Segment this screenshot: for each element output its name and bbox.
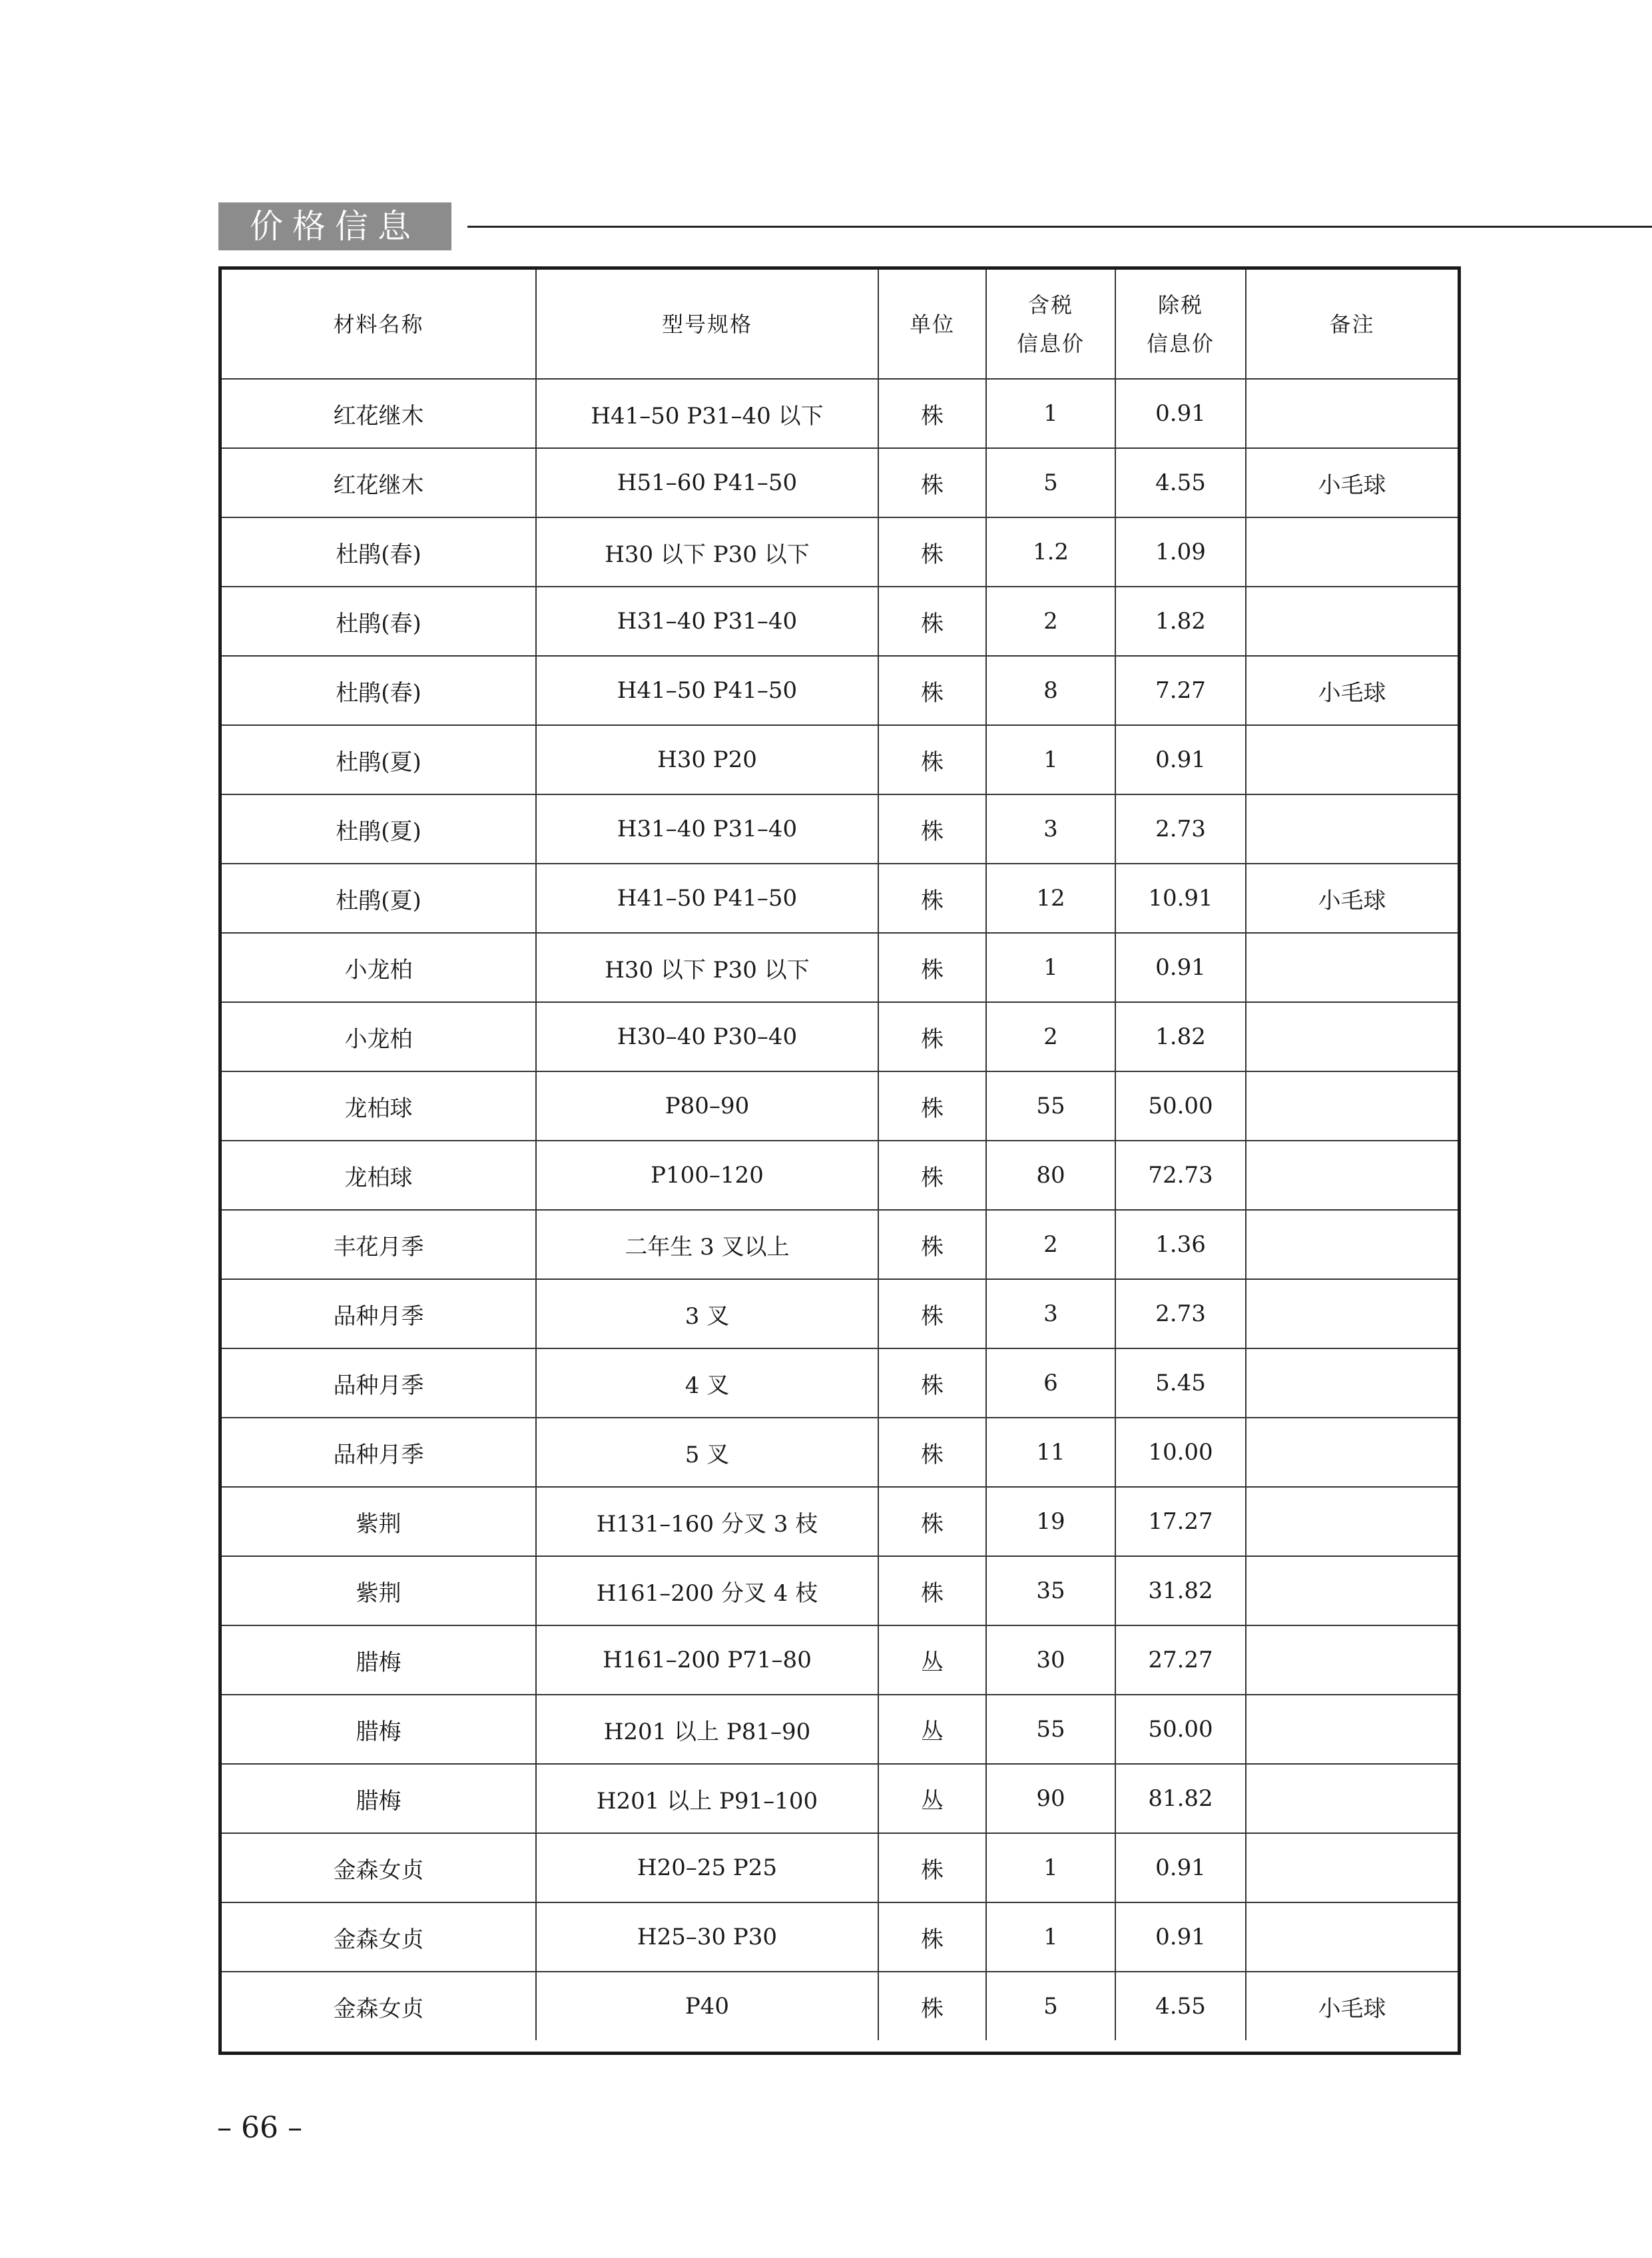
cell-spec: H161–200 P71–80 — [536, 1625, 878, 1695]
cell-tax-included-price: 19 — [986, 1487, 1115, 1556]
page-number: – 66 – — [217, 2111, 302, 2145]
cell-tax-excluded-price: 5.45 — [1115, 1348, 1246, 1418]
table-body — [222, 379, 1458, 2040]
cell-remark — [1246, 1625, 1458, 1695]
cell-tax-included-price: 6 — [986, 1348, 1115, 1418]
cell-remark — [1246, 1695, 1458, 1764]
cell-spec: H51–60 P41–50 — [536, 448, 878, 517]
cell-remark — [1246, 379, 1458, 448]
cell-unit: 丛 — [878, 1695, 986, 1764]
cell-tax-included-price: 5 — [986, 1972, 1115, 2040]
table-row — [222, 864, 1458, 933]
cell-spec: H30 P20 — [536, 725, 878, 794]
cell-material-name: 杜鹃(夏) — [222, 725, 536, 794]
cell-unit: 株 — [878, 725, 986, 794]
cell-unit: 株 — [878, 1556, 986, 1625]
header-tax-excluded-price-line2: 信息价 — [1146, 330, 1215, 356]
cell-spec: 二年生 3 叉以上 — [536, 1210, 878, 1279]
cell-tax-included-price: 35 — [986, 1556, 1115, 1625]
cell-remark — [1246, 1487, 1458, 1556]
cell-tax-excluded-price: 0.91 — [1115, 1902, 1246, 1972]
table-row — [222, 1902, 1458, 1972]
cell-tax-included-price: 80 — [986, 1141, 1115, 1210]
table-row — [222, 1556, 1458, 1625]
cell-spec: H30 以下 P30 以下 — [536, 933, 878, 1002]
cell-material-name: 丰花月季 — [222, 1210, 536, 1279]
cell-tax-excluded-price: 1.82 — [1115, 587, 1246, 656]
cell-remark — [1246, 517, 1458, 587]
price-table — [222, 270, 1458, 2040]
header-remark: 备注 — [1246, 270, 1458, 379]
cell-unit: 株 — [878, 1972, 986, 2040]
header-tax-included-price — [986, 270, 1115, 379]
cell-remark: 小毛球 — [1246, 448, 1458, 517]
cell-tax-included-price: 55 — [986, 1071, 1115, 1141]
cell-tax-included-price: 5 — [986, 448, 1115, 517]
header-tax-excluded-price — [1115, 270, 1246, 379]
cell-tax-included-price: 2 — [986, 1210, 1115, 1279]
table-row — [222, 379, 1458, 448]
header-tax-included-price-line2: 信息价 — [1016, 330, 1085, 356]
cell-tax-included-price: 3 — [986, 1279, 1115, 1348]
cell-tax-included-price: 30 — [986, 1625, 1115, 1695]
cell-unit: 株 — [878, 1279, 986, 1348]
cell-unit: 株 — [878, 379, 986, 448]
cell-tax-included-price: 1 — [986, 1833, 1115, 1902]
cell-tax-included-price: 1 — [986, 933, 1115, 1002]
cell-tax-excluded-price: 31.82 — [1115, 1556, 1246, 1625]
cell-material-name: 杜鹃(春) — [222, 587, 536, 656]
table-row — [222, 1002, 1458, 1071]
cell-unit: 株 — [878, 1071, 986, 1141]
cell-tax-excluded-price: 7.27 — [1115, 656, 1246, 725]
cell-remark — [1246, 725, 1458, 794]
cell-tax-excluded-price: 72.73 — [1115, 1141, 1246, 1210]
cell-spec: P80–90 — [536, 1071, 878, 1141]
cell-material-name: 小龙柏 — [222, 933, 536, 1002]
cell-tax-included-price: 55 — [986, 1695, 1115, 1764]
table-row — [222, 1210, 1458, 1279]
table-row — [222, 517, 1458, 587]
table-row — [222, 1972, 1458, 2040]
header-material-name: 材料名称 — [222, 270, 536, 379]
cell-tax-included-price: 8 — [986, 656, 1115, 725]
cell-material-name: 品种月季 — [222, 1279, 536, 1348]
price-table-container — [218, 266, 1461, 2055]
cell-tax-excluded-price: 0.91 — [1115, 725, 1246, 794]
cell-tax-included-price: 1.2 — [986, 517, 1115, 587]
cell-material-name: 红花继木 — [222, 379, 536, 448]
cell-tax-included-price: 1 — [986, 725, 1115, 794]
cell-tax-included-price: 1 — [986, 1902, 1115, 1972]
cell-remark — [1246, 1279, 1458, 1348]
header-tax-included-price-line1: 含税 — [1027, 292, 1073, 318]
cell-tax-excluded-price: 2.73 — [1115, 1279, 1246, 1348]
table-row — [222, 1487, 1458, 1556]
section-divider — [467, 226, 1652, 228]
cell-material-name: 腊梅 — [222, 1764, 536, 1833]
cell-spec: H31–40 P31–40 — [536, 794, 878, 864]
cell-tax-excluded-price: 4.55 — [1115, 1972, 1246, 2040]
cell-remark — [1246, 794, 1458, 864]
cell-tax-excluded-price: 0.91 — [1115, 933, 1246, 1002]
table-row — [222, 587, 1458, 656]
cell-tax-excluded-price: 10.91 — [1115, 864, 1246, 933]
cell-tax-excluded-price: 0.91 — [1115, 1833, 1246, 1902]
cell-unit: 株 — [878, 794, 986, 864]
cell-unit: 株 — [878, 587, 986, 656]
cell-tax-excluded-price: 2.73 — [1115, 794, 1246, 864]
cell-tax-excluded-price: 1.82 — [1115, 1002, 1246, 1071]
cell-unit: 株 — [878, 1902, 986, 1972]
cell-remark — [1246, 1764, 1458, 1833]
cell-material-name: 品种月季 — [222, 1418, 536, 1487]
table-row — [222, 1625, 1458, 1695]
cell-material-name: 金森女贞 — [222, 1972, 536, 2040]
cell-unit: 株 — [878, 1348, 986, 1418]
cell-unit: 株 — [878, 1002, 986, 1071]
cell-remark — [1246, 1902, 1458, 1972]
cell-spec: P40 — [536, 1972, 878, 2040]
table-row — [222, 1833, 1458, 1902]
cell-tax-included-price: 1 — [986, 379, 1115, 448]
table-row — [222, 656, 1458, 725]
cell-remark — [1246, 1833, 1458, 1902]
cell-spec: H41–50 P41–50 — [536, 656, 878, 725]
table-header-row — [222, 270, 1458, 379]
cell-remark — [1246, 1141, 1458, 1210]
table-row — [222, 448, 1458, 517]
cell-tax-excluded-price: 4.55 — [1115, 448, 1246, 517]
cell-material-name: 龙柏球 — [222, 1141, 536, 1210]
cell-unit: 株 — [878, 517, 986, 587]
cell-spec: 5 叉 — [536, 1418, 878, 1487]
cell-spec: P100–120 — [536, 1141, 878, 1210]
header-tax-excluded-price-line1: 除税 — [1157, 292, 1203, 318]
cell-tax-excluded-price: 17.27 — [1115, 1487, 1246, 1556]
cell-material-name: 杜鹃(夏) — [222, 864, 536, 933]
cell-spec: H30 以下 P30 以下 — [536, 517, 878, 587]
cell-remark — [1246, 587, 1458, 656]
cell-spec: H201 以上 P91–100 — [536, 1764, 878, 1833]
cell-spec: H41–50 P41–50 — [536, 864, 878, 933]
cell-unit: 株 — [878, 1418, 986, 1487]
header-spec: 型号规格 — [536, 270, 878, 379]
cell-material-name: 杜鹃(春) — [222, 517, 536, 587]
cell-material-name: 杜鹃(春) — [222, 656, 536, 725]
cell-tax-included-price: 11 — [986, 1418, 1115, 1487]
cell-remark — [1246, 1210, 1458, 1279]
cell-unit: 株 — [878, 1210, 986, 1279]
cell-unit: 株 — [878, 1487, 986, 1556]
table-row — [222, 725, 1458, 794]
table-row — [222, 1764, 1458, 1833]
cell-tax-excluded-price: 27.27 — [1115, 1625, 1246, 1695]
table-row — [222, 794, 1458, 864]
cell-tax-included-price: 2 — [986, 1002, 1115, 1071]
cell-tax-included-price: 2 — [986, 587, 1115, 656]
cell-material-name: 腊梅 — [222, 1695, 536, 1764]
cell-material-name: 紫荆 — [222, 1556, 536, 1625]
cell-material-name: 红花继木 — [222, 448, 536, 517]
cell-spec: 4 叉 — [536, 1348, 878, 1418]
cell-tax-included-price: 90 — [986, 1764, 1115, 1833]
cell-tax-included-price: 12 — [986, 864, 1115, 933]
cell-tax-excluded-price: 10.00 — [1115, 1418, 1246, 1487]
cell-material-name: 腊梅 — [222, 1625, 536, 1695]
cell-tax-excluded-price: 50.00 — [1115, 1071, 1246, 1141]
table-row — [222, 1418, 1458, 1487]
cell-material-name: 龙柏球 — [222, 1071, 536, 1141]
table-row — [222, 1348, 1458, 1418]
cell-remark: 小毛球 — [1246, 656, 1458, 725]
cell-spec: H30–40 P30–40 — [536, 1002, 878, 1071]
section-title: 价格信息 — [218, 202, 451, 250]
cell-spec: 3 叉 — [536, 1279, 878, 1348]
cell-spec: H41–50 P31–40 以下 — [536, 379, 878, 448]
cell-tax-excluded-price: 50.00 — [1115, 1695, 1246, 1764]
cell-unit: 株 — [878, 864, 986, 933]
cell-spec: H20–25 P25 — [536, 1833, 878, 1902]
cell-spec: H131–160 分叉 3 枝 — [536, 1487, 878, 1556]
table-row — [222, 1141, 1458, 1210]
cell-material-name: 杜鹃(夏) — [222, 794, 536, 864]
cell-remark — [1246, 933, 1458, 1002]
cell-tax-excluded-price: 1.36 — [1115, 1210, 1246, 1279]
section-header — [218, 202, 1470, 250]
cell-remark — [1246, 1002, 1458, 1071]
cell-unit: 株 — [878, 1833, 986, 1902]
table-row — [222, 1279, 1458, 1348]
cell-unit: 丛 — [878, 1764, 986, 1833]
cell-remark — [1246, 1071, 1458, 1141]
cell-material-name: 金森女贞 — [222, 1833, 536, 1902]
cell-remark — [1246, 1348, 1458, 1418]
header-unit: 单位 — [878, 270, 986, 379]
cell-spec: H25–30 P30 — [536, 1902, 878, 1972]
cell-material-name: 紫荆 — [222, 1487, 536, 1556]
cell-remark: 小毛球 — [1246, 1972, 1458, 2040]
cell-spec: H161–200 分叉 4 枝 — [536, 1556, 878, 1625]
cell-unit: 株 — [878, 933, 986, 1002]
cell-tax-excluded-price: 81.82 — [1115, 1764, 1246, 1833]
table-row — [222, 1695, 1458, 1764]
cell-material-name: 品种月季 — [222, 1348, 536, 1418]
cell-remark: 小毛球 — [1246, 864, 1458, 933]
table-row — [222, 1071, 1458, 1141]
cell-unit: 丛 — [878, 1625, 986, 1695]
cell-tax-included-price: 3 — [986, 794, 1115, 864]
cell-material-name: 金森女贞 — [222, 1902, 536, 1972]
cell-unit: 株 — [878, 1141, 986, 1210]
cell-unit: 株 — [878, 448, 986, 517]
cell-remark — [1246, 1418, 1458, 1487]
cell-material-name: 小龙柏 — [222, 1002, 536, 1071]
cell-tax-excluded-price: 1.09 — [1115, 517, 1246, 587]
cell-spec: H31–40 P31–40 — [536, 587, 878, 656]
table-row — [222, 933, 1458, 1002]
cell-remark — [1246, 1556, 1458, 1625]
cell-unit: 株 — [878, 656, 986, 725]
cell-tax-excluded-price: 0.91 — [1115, 379, 1246, 448]
cell-spec: H201 以上 P81–90 — [536, 1695, 878, 1764]
